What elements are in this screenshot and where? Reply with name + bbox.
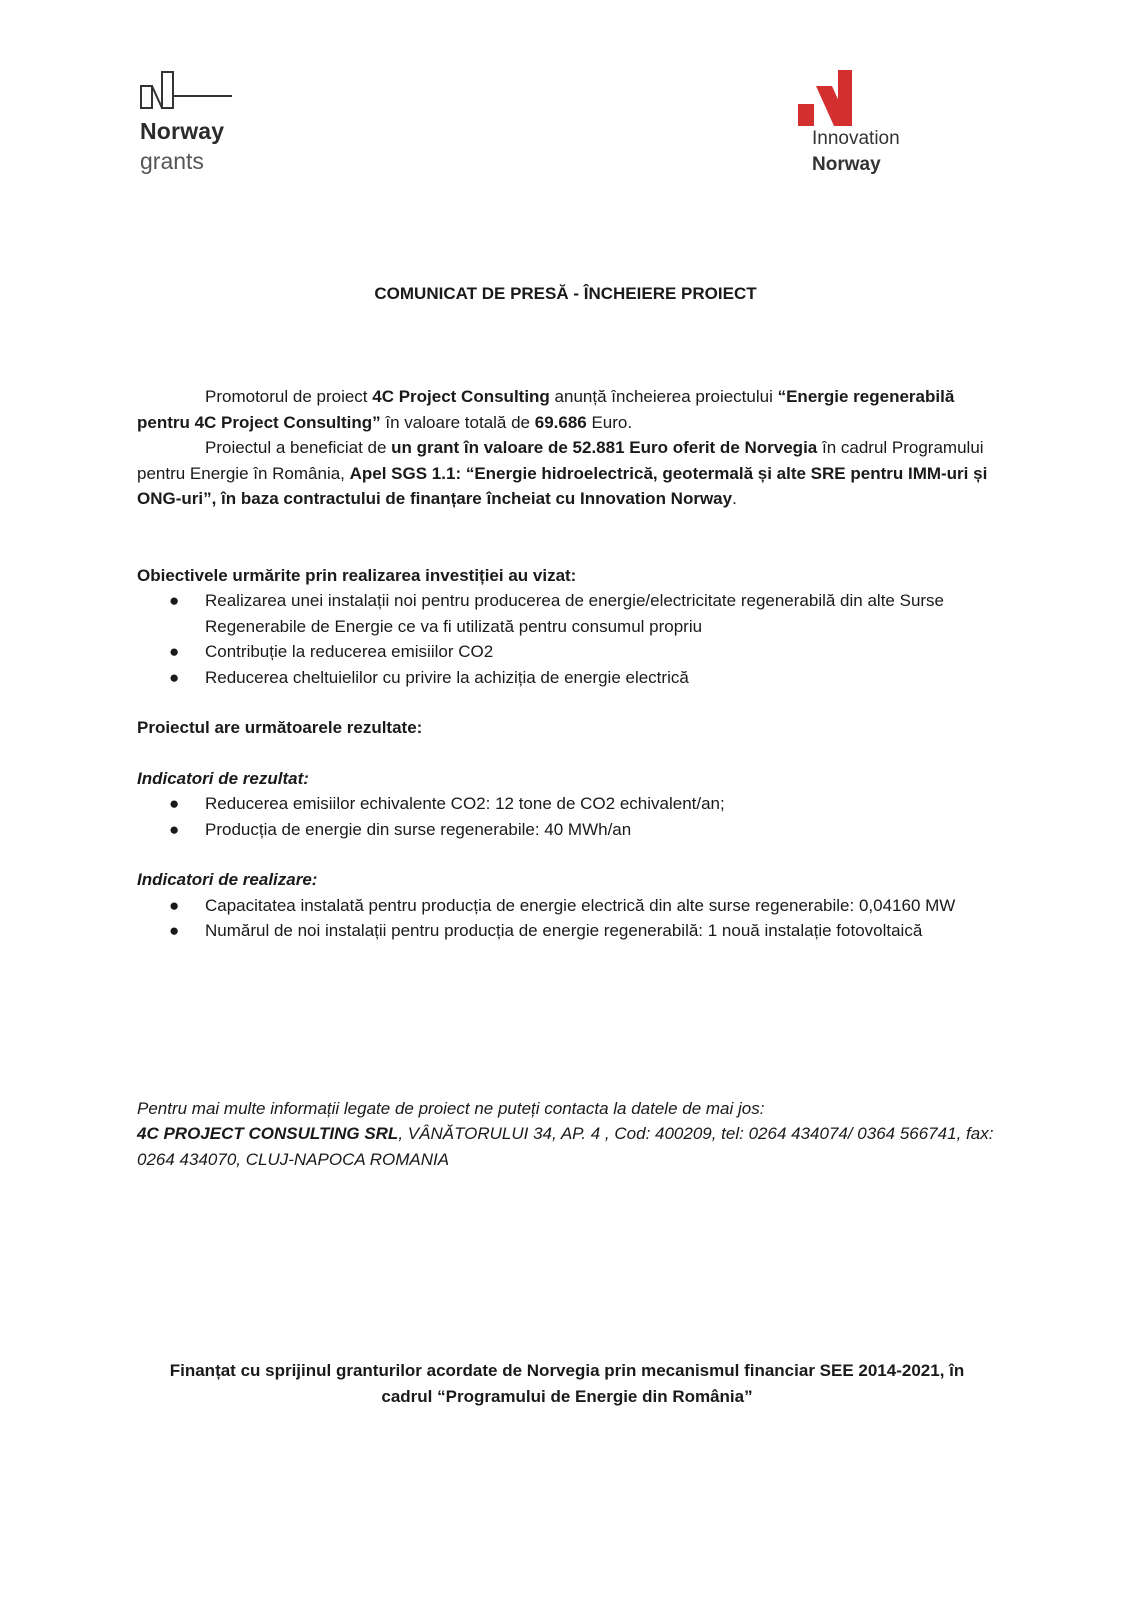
- p1-text-b: 4C Project Consulting: [372, 387, 550, 406]
- innovation-norway-logo-icon: [798, 68, 868, 128]
- objective-item-text: Reducerea cheltuielilor cu privire la achiziția de energie electrică: [205, 667, 689, 687]
- contact-company: 4C PROJECT CONSULTING SRL: [137, 1124, 399, 1143]
- p1-text-c: anunță încheierea proiectului: [549, 387, 778, 406]
- norway-grants-logo: [140, 70, 250, 180]
- output-indicators-heading: Indicatori de realizare:: [137, 870, 318, 889]
- bullet-icon: ●: [169, 642, 180, 661]
- norway-grants-line1: Norway: [140, 118, 225, 144]
- results-heading: Proiectul are următoarele rezultate:: [137, 718, 423, 737]
- output-indicator-text: Numărul de noi instalații pentru producția de energie regenerabilă: 1 nouă instalație fotovoltaică: [205, 921, 923, 940]
- innovation-norway-line1: Innovation: [812, 128, 900, 149]
- list-item: [137, 588, 997, 639]
- list-item: [137, 918, 997, 944]
- objectives-heading: Obiectivele urmărite prin realizarea investiției au vizat:: [137, 565, 577, 585]
- objectives-list: [137, 588, 997, 690]
- intro-paragraph-2: [137, 435, 997, 512]
- norway-grants-line2: grants: [140, 148, 204, 174]
- list-item: [137, 665, 997, 691]
- objective-item-text: Contribuție la reducerea emisiilor CO2: [205, 642, 494, 661]
- result-indicators-list: [137, 791, 997, 842]
- intro-paragraph-1: [137, 384, 997, 435]
- p2-text-e: .: [732, 489, 737, 508]
- result-indicators-heading: Indicatori de rezultat:: [137, 768, 309, 788]
- bullet-icon: ●: [169, 667, 180, 687]
- bullet-icon: ●: [169, 921, 180, 940]
- document-body: [137, 384, 997, 1172]
- list-item: [137, 791, 997, 817]
- p2-text-a: Proiectul a beneficiat de: [205, 438, 392, 457]
- p2-text-b: un grant în valoare de 52.881 Euro oferit de Norvegia: [391, 438, 818, 457]
- contact-intro: Pentru mai multe informații legate de proiect ne puteți contacta la datele de mai jos:: [137, 1098, 765, 1118]
- result-indicator-text: Producția de energie din surse regenerabile: 40 MWh/an: [205, 819, 632, 839]
- p1-text-a: Promotorul de proiect: [205, 387, 373, 406]
- list-item: [137, 893, 997, 919]
- innovation-norway-logo: [812, 68, 952, 188]
- p2-text-c: în cadrul Programului pentru Energie în România,: [137, 438, 984, 483]
- p1-text-g: Euro.: [586, 412, 633, 432]
- bullet-icon: ●: [169, 591, 180, 610]
- funding-footer: [137, 1358, 997, 1409]
- innovation-norway-line2: Norway: [812, 154, 881, 175]
- output-indicators-list: [137, 893, 997, 944]
- bullet-icon: ●: [169, 895, 180, 915]
- objective-item-text: Realizarea unei instalații noi pentru producerea de energie/electricitate regenerabilă din alte Surse Regenerabile de Energie ce va fi utilizată pentru consumul propriu: [205, 591, 945, 636]
- bullet-icon: ●: [169, 794, 180, 813]
- footer-line-2: cadrul “Programului de Energie din România”: [381, 1386, 753, 1406]
- norway-grants-logo-icon: [140, 70, 235, 110]
- result-indicator-text: Reducerea emisiilor echivalente CO2: 12 tone de CO2 echivalent/an;: [205, 794, 725, 813]
- document-title: COMUNICAT DE PRESĂ - ÎNCHEIERE PROIECT: [374, 284, 757, 303]
- p2-text-d: Apel SGS 1.1: “Energie hidroelectrică, geotermală și alte SRE pentru IMM-uri și ONG-uri”, în baza contractului de finanțare încheiat cu Innovation Norway: [137, 463, 988, 508]
- contact-details: [137, 1121, 997, 1172]
- p1-text-d: “Energie regenerabilă pentru 4C Project Consulting”: [137, 387, 955, 432]
- list-item: [137, 817, 997, 843]
- bullet-icon: ●: [169, 819, 180, 839]
- output-indicator-text: Capacitatea instalată pentru producția de energie electrică din alte surse regenerabile: 0,04160 MW: [205, 895, 956, 915]
- list-item: [137, 639, 997, 665]
- p1-text-f: 69.686: [534, 412, 587, 432]
- p1-text-e: în valoare totală de: [380, 412, 535, 432]
- contact-details-text: , VÂNĂTORULUI 34, AP. 4 , Cod: 400209, tel: 0264 434074/ 0364 566741, fax: 0264 434070, CLUJ-NAPOCA ROMANIA: [137, 1124, 994, 1169]
- footer-line-1: Finanțat cu sprijinul granturilor acordate de Norvegia prin mecanismul financiar SEE 2014-2021, în: [169, 1361, 965, 1380]
